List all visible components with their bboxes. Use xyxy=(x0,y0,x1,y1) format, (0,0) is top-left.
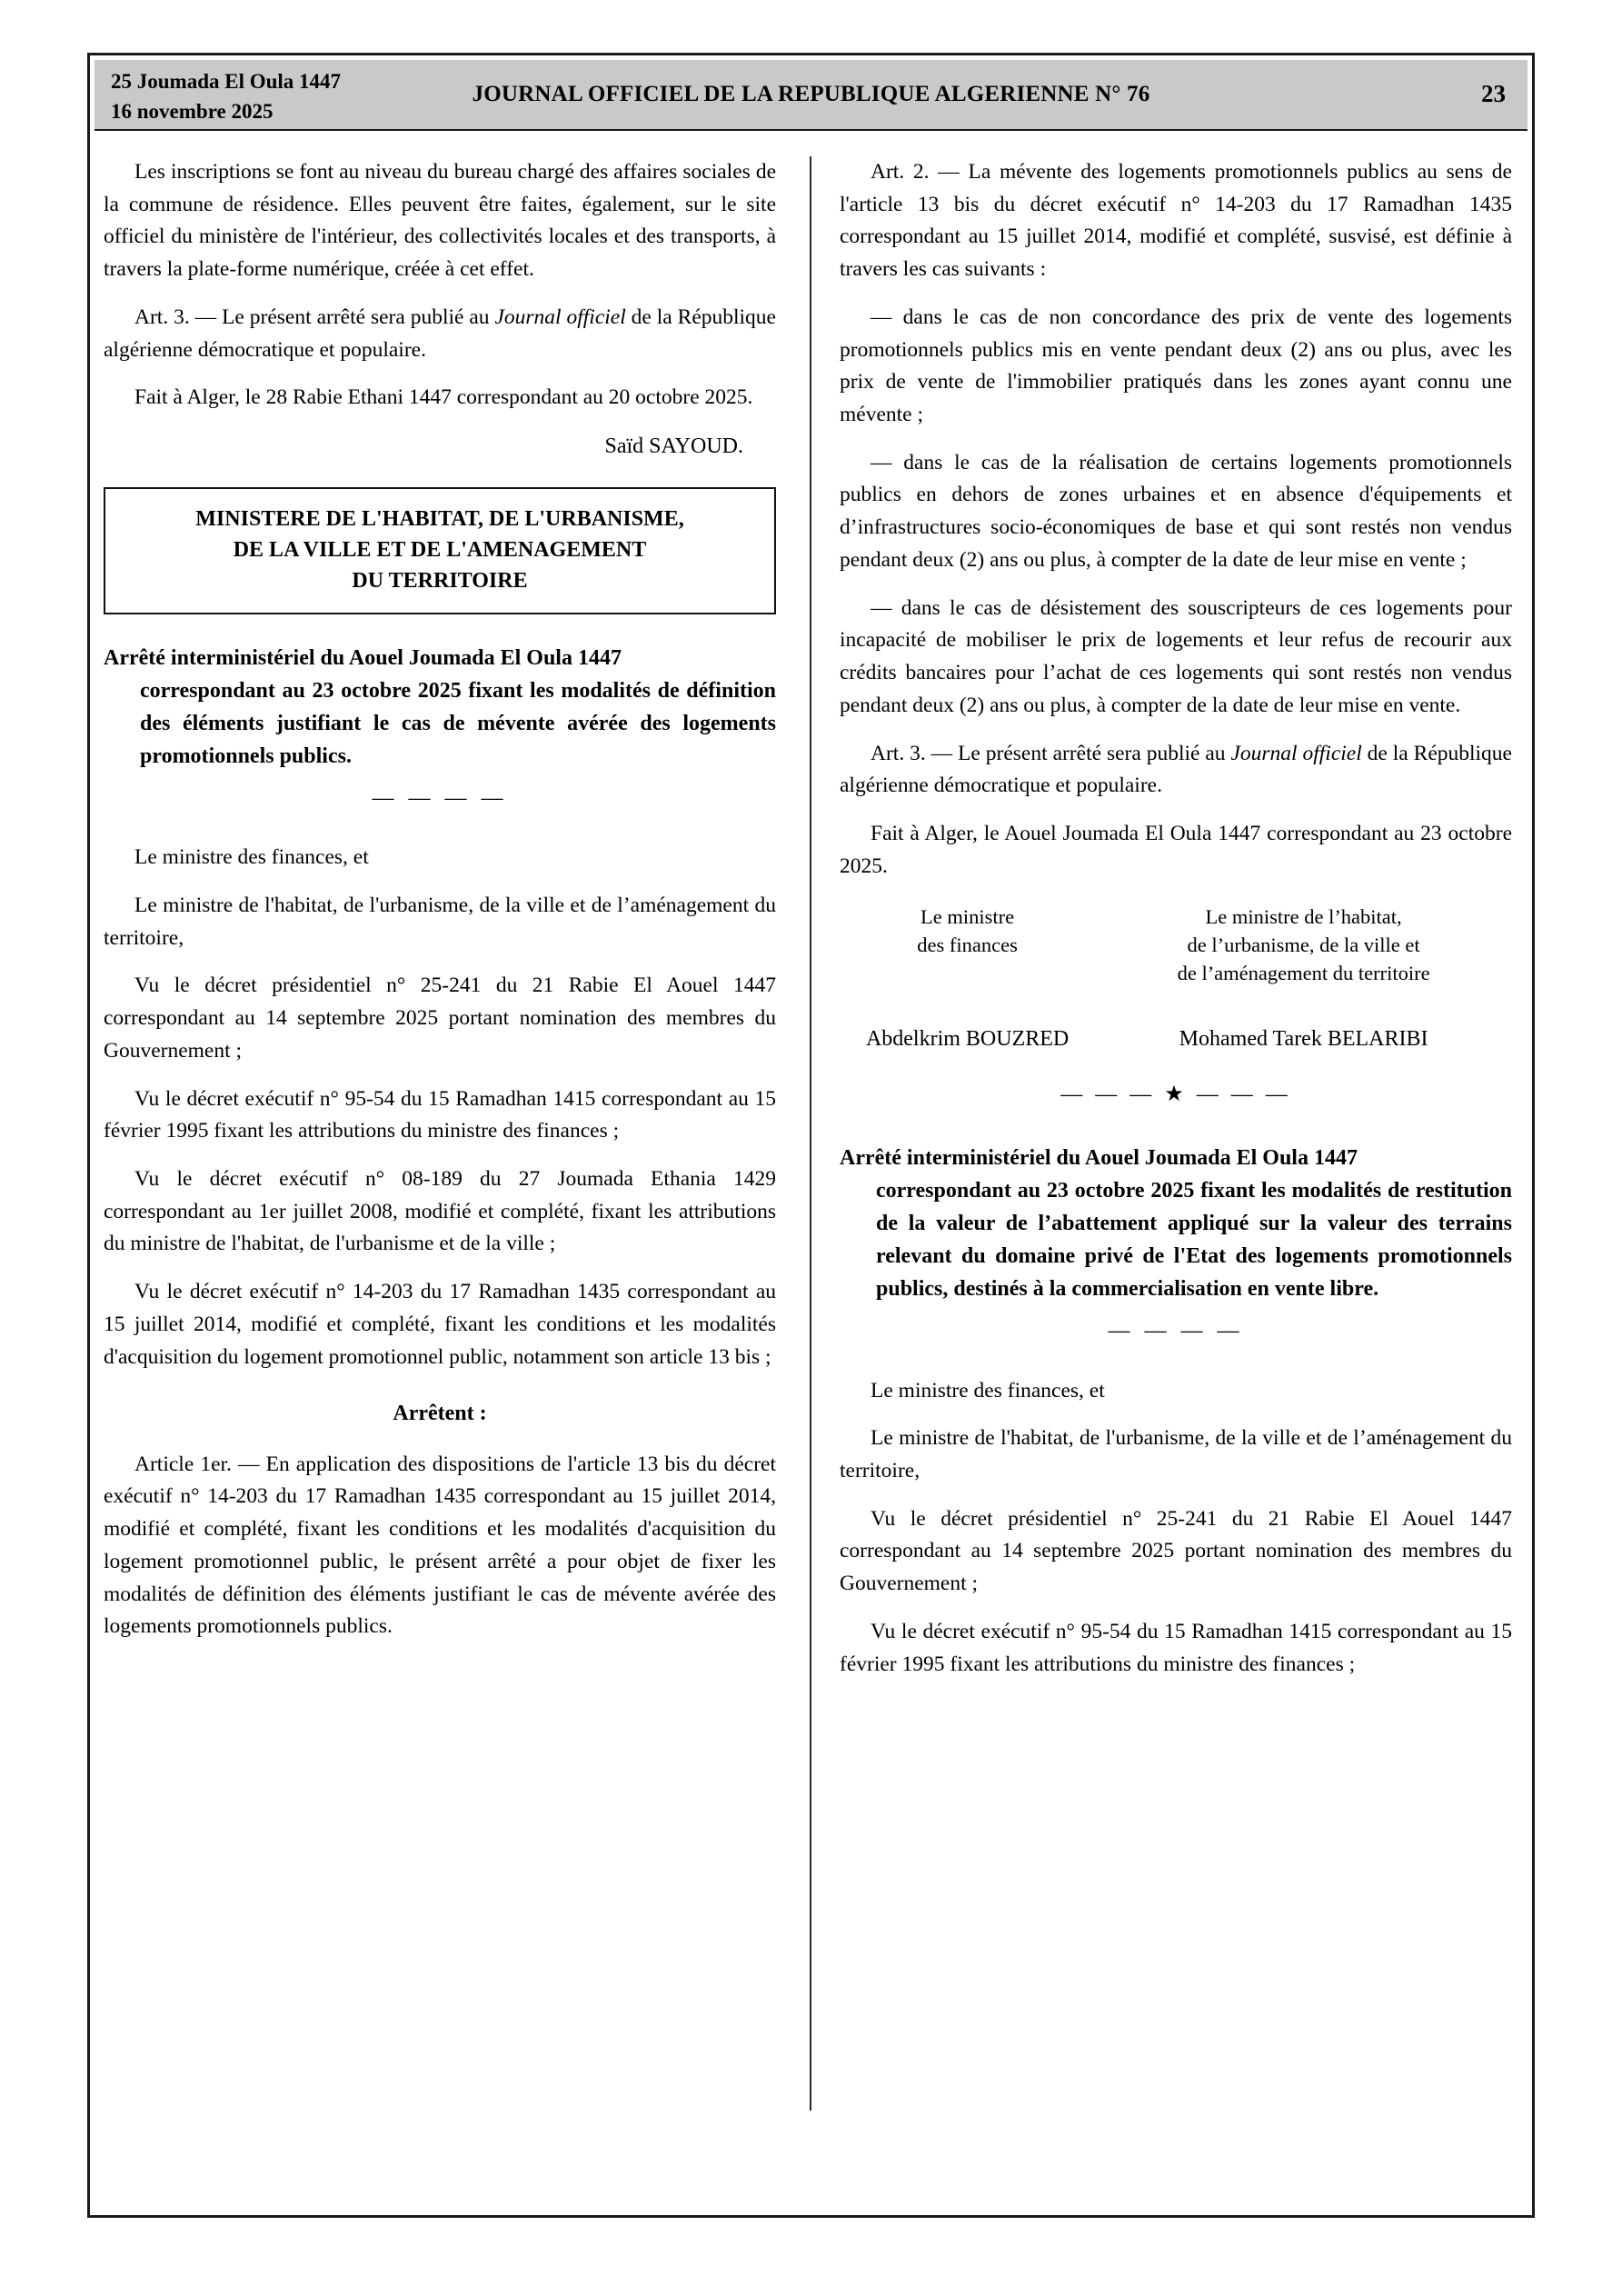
signature-title-habitat-line2: de l’urbanisme, de la ville et xyxy=(1187,933,1420,957)
separator-star-right: — — — ★ — — — xyxy=(1060,1082,1291,1106)
signature-title-finances xyxy=(840,903,1095,987)
signature-title-habitat xyxy=(1095,903,1512,987)
paragraph-case-2: — dans le cas de la réalisation de certains logements promotionnels publics en dehors de zones urbaines et en absence d'équipements et d’infrastructures socio-économiques de base et qui sont restés non vendus pendant deux (2) ans ou plus, à compter de la date de leur mise en vente ; xyxy=(840,450,1512,572)
paragraph-fait-alger-right: Fait à Alger, le Aouel Joumada El Oula 1447 correspondant au 23 octobre 2025. xyxy=(840,821,1512,878)
separator-dashes-right: — — — — xyxy=(1108,1319,1244,1343)
header-date-gregorian: 16 novembre 2025 xyxy=(111,99,274,123)
paragraph-inscriptions: Les inscriptions se font au niveau du bureau chargé des affaires sociales de la commune de résidence. Elles peuvent être faites, également, sur le site officiel du ministère de l'intérieur, des collectivités locales et des transports, à travers la plate-forme numérique, créée à cet effet. xyxy=(104,160,776,282)
signature-titles-row xyxy=(840,903,1512,987)
decree-title-1-line1: Arrêté interministériel du Aouel Joumada El Oula 1447 xyxy=(104,645,622,670)
paragraph-ministre-finances-right: Le ministre des finances, et xyxy=(871,1378,1105,1403)
ministry-line-1: MINISTERE DE L'HABITAT, DE L'URBANISME, xyxy=(195,506,684,531)
art3-right-italic: Journal officiel xyxy=(1230,741,1362,765)
header-date-hijri: 25 Joumada El Oula 1447 xyxy=(111,70,342,93)
decree-title-1-rest: correspondant au 23 octobre 2025 fixant les modalités de définition des éléments justifiant le cas de mévente avérée des logements promotionnels publics. xyxy=(140,678,776,768)
page-number: 23 xyxy=(1481,80,1506,107)
signature-title-habitat-line1: Le ministre de l’habitat, xyxy=(1205,905,1402,929)
paragraph-vu-decret-presidentiel-right: Vu le décret présidentiel n° 25-241 du 21 Rabie El Aouel 1447 correspondant au 14 septembre 2025 portant nomination des membres du Gouvernement ; xyxy=(840,1506,1512,1596)
decree-title-2-rest: correspondant au 23 octobre 2025 fixant les modalités de restitution de la valeur de l’abattement appliqué sur la valeur des terrains relevant du domaine privé de l'Etat des logements promotionnels publics, destinés à la commercialisation en vente libre. xyxy=(876,1179,1512,1302)
ministry-line-3: DU TERRITOIRE xyxy=(352,568,528,593)
right-column xyxy=(840,156,1512,1696)
page-content xyxy=(95,60,1527,2211)
signature-name-bouzred: Abdelkrim BOUZRED xyxy=(865,1026,1070,1051)
signature-names-row xyxy=(840,1024,1512,1054)
paragraph-fait-alger-left: Fait à Alger, le 28 Rabie Ethani 1447 correspondant au 20 octobre 2025. xyxy=(134,385,753,410)
paragraph-vu-decret-95-54-right: Vu le décret exécutif n° 95-54 du 15 Ramadhan 1415 correspondant au 15 février 1995 fixant les attributions du ministre des finances ; xyxy=(840,1619,1512,1676)
paragraph-article-1er: Article 1er. — En application des dispositions de l'article 13 bis du décret exécutif n° 14-203 du 17 Ramadhan 1435 correspondant au 15 juillet 2014, modifié et complété, fixant les conditions et les modalités d'acquisition du logement promotionnel public, le présent arrêté a pour objet de fixer les modalités de définition des éléments justifiant le cas de mévente avérée des logements promotionnels publics. xyxy=(104,1452,776,1639)
signature-title-finances-line1: Le ministre xyxy=(920,905,1015,929)
art3-right-after: de la République algérienne démocratique et populaire. xyxy=(840,741,1512,798)
ministry-heading-box xyxy=(104,487,776,614)
paragraph-vu-decret-14-203-left: Vu le décret exécutif n° 14-203 du 17 Ramadhan 1435 correspondant au 15 juillet 2014, modifié et complété, fixant les conditions et les modalités d'acquisition du logement promotionnel public, notamment son article 13 bis ; xyxy=(104,1280,776,1369)
journal-title: JOURNAL OFFICIEL DE LA REPUBLIQUE ALGERIENNE N° 76 xyxy=(472,82,1150,106)
separator-dashes-left: — — — — xyxy=(372,785,508,810)
signature-name-belaribi: Mohamed Tarek BELARIBI xyxy=(1179,1026,1428,1051)
paragraph-art2: Art. 2. — La mévente des logements promotionnels publics au sens de l'article 13 bis du décret exécutif n° 14-203 du 17 Ramadhan 1435 correspondant au 15 juillet 2014, modifié et complété, susvisé, est définie à travers les cas suivants : xyxy=(840,160,1512,282)
decree-title-2-line1: Arrêté interministériel du Aouel Joumada El Oula 1447 xyxy=(840,1146,1358,1171)
art3-left-before: Art. 3. — Le présent arrêté sera publié au xyxy=(134,304,495,329)
paragraph-art3-left xyxy=(104,302,776,366)
arretent-heading: Arrêtent : xyxy=(393,1402,487,1426)
decree-title-1 xyxy=(104,642,776,773)
ministry-line-2: DE LA VILLE ET DE L'AMENAGEMENT xyxy=(233,537,647,562)
paragraph-ministre-finances-left: Le ministre des finances, et xyxy=(134,845,369,870)
paragraph-vu-decret-95-54-left: Vu le décret exécutif n° 95-54 du 15 Ramadhan 1415 correspondant au 15 février 1995 fixant les attributions du ministre des finances ; xyxy=(104,1086,776,1143)
art3-left-after: de la République algérienne démocratique et populaire. xyxy=(104,304,776,362)
paragraph-vu-decret-08-189-left: Vu le décret exécutif n° 08-189 du 27 Joumada Ethania 1429 correspondant au 1er juillet 2008, modifié et complété, fixant les attributions du ministre de l'habitat, de l'urbanisme et de la ville ; xyxy=(104,1166,776,1256)
paragraph-ministre-habitat-right: Le ministre de l'habitat, de l'urbanisme, de la ville et de l’aménagement du territoire, xyxy=(840,1426,1512,1482)
art3-left-italic: Journal officiel xyxy=(494,304,626,329)
signature-block xyxy=(840,903,1512,1053)
signature-sayoud: Saïd SAYOUD. xyxy=(604,434,743,459)
paragraph-art3-right xyxy=(840,738,1512,803)
paragraph-ministre-habitat-left: Le ministre de l'habitat, de l'urbanisme, de la ville et de l’aménagement du territoire, xyxy=(104,893,776,950)
decree-title-2 xyxy=(840,1142,1512,1305)
page-header xyxy=(95,60,1527,131)
column-divider xyxy=(810,156,811,2111)
left-column xyxy=(104,156,776,1659)
paragraph-case-1: — dans le cas de non concordance des prix de vente des logements promotionnels publics mis en vente pendant deux (2) ans ou plus, avec les prix de vente de l'immobilier pratiqués dans les zones ayant connu une mévente ; xyxy=(840,304,1512,427)
paragraph-case-3: — dans le cas de désistement des souscripteurs de ces logements pour incapacité de mobiliser le prix de logements et leur refus de recourir aux crédits bancaires pour l’achat de ces logements qui sont restés non vendus pendant deux (2) ans ou plus, à compter de la date de leur mise en vente. xyxy=(840,595,1512,717)
signature-title-finances-line2: des finances xyxy=(917,933,1018,957)
paragraph-vu-decret-presidentiel-left: Vu le décret présidentiel n° 25-241 du 21 Rabie El Aouel 1447 correspondant au 14 septembre 2025 portant nomination des membres du Gouvernement ; xyxy=(104,973,776,1063)
art3-right-before: Art. 3. — Le présent arrêté sera publié au xyxy=(871,741,1231,765)
article-columns xyxy=(95,156,1527,2138)
signature-title-habitat-line3: de l’aménagement du territoire xyxy=(1177,962,1430,985)
